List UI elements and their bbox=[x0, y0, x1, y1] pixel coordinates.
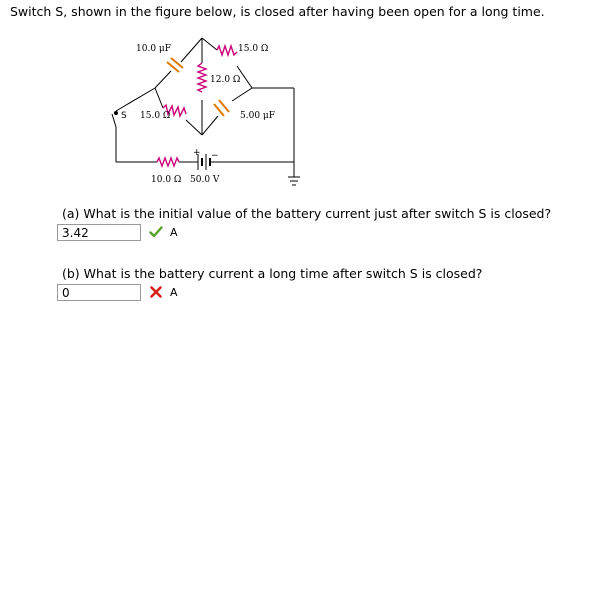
wire-bottom-left-2 bbox=[186, 120, 202, 135]
answer-input-a[interactable] bbox=[57, 224, 141, 241]
wire-bottom-right bbox=[202, 116, 218, 135]
wire-left-top bbox=[155, 71, 171, 88]
label-res-top-right: 15.0 Ω bbox=[238, 44, 269, 54]
unit-a: A bbox=[170, 226, 178, 239]
unit-b: A bbox=[170, 286, 178, 299]
problem-statement: Switch S, shown in the figure below, is closed after having been open for a long time. bbox=[10, 4, 545, 19]
label-res-series: 10.0 Ω bbox=[151, 175, 182, 185]
question-b: (b) What is the battery current a long time after switch S is closed? bbox=[62, 266, 483, 281]
check-icon bbox=[149, 225, 163, 239]
switch-lever bbox=[112, 114, 116, 127]
resistor-middle bbox=[198, 63, 206, 92]
switch-pivot-icon bbox=[114, 111, 118, 115]
resistor-series bbox=[157, 158, 179, 166]
answer-input-b[interactable] bbox=[57, 284, 141, 301]
label-switch: S bbox=[121, 111, 127, 121]
switch-wire bbox=[116, 88, 155, 111]
label-cap-top-left: 10.0 μF bbox=[136, 44, 171, 54]
battery-minus-sign: − bbox=[211, 151, 219, 161]
cross-icon bbox=[149, 285, 163, 299]
wire-bottom-left bbox=[155, 88, 163, 108]
circuit-diagram bbox=[0, 0, 320, 200]
label-battery: 50.0 V bbox=[190, 175, 220, 185]
question-a: (a) What is the initial value of the battery current just after switch S is closed? bbox=[62, 206, 552, 221]
wire-top-left bbox=[181, 38, 202, 62]
capacitor-top-left bbox=[167, 58, 183, 72]
label-res-middle: 12.0 Ω bbox=[210, 75, 241, 85]
label-res-bottom-left: 15.0 Ω bbox=[140, 111, 171, 121]
wire-top-right bbox=[202, 38, 217, 50]
label-cap-bottom-right: 5.00 μF bbox=[240, 111, 275, 121]
battery-plus-sign: + bbox=[193, 148, 201, 158]
wire-bottom-right-2 bbox=[232, 88, 252, 101]
resistor-top-right bbox=[217, 46, 237, 55]
capacitor-bottom-right bbox=[214, 100, 229, 116]
ground-icon bbox=[288, 177, 300, 185]
